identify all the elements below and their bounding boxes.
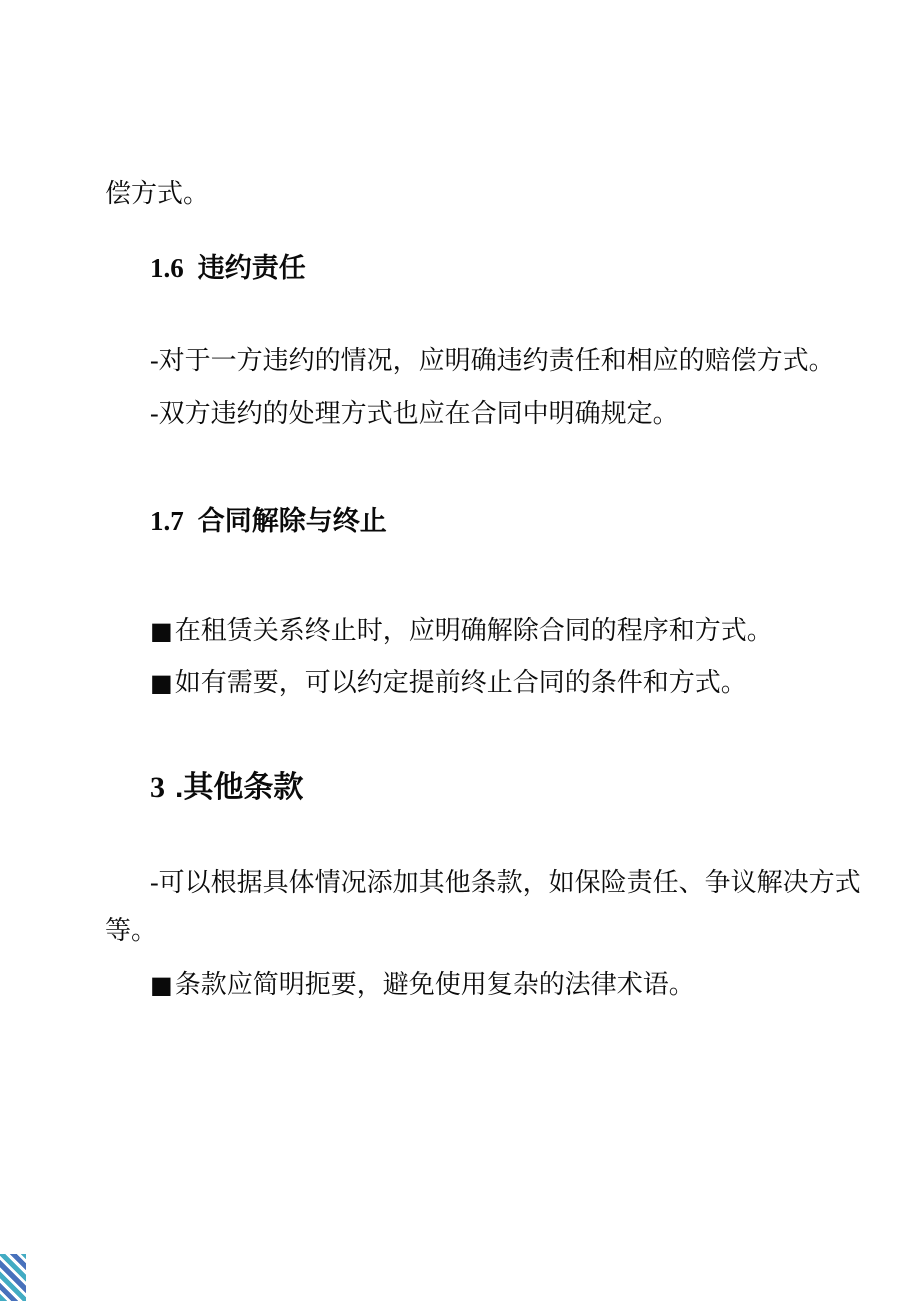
heading-number: 1.7 [150, 506, 184, 536]
list-item [150, 615, 773, 648]
list-item [150, 345, 835, 378]
heading-title: .其他条款 [175, 771, 304, 804]
heading-number: 3 [150, 771, 165, 804]
dash-bullet: - [150, 868, 159, 897]
section-heading-1-6 [150, 252, 306, 284]
list-item [150, 398, 679, 431]
dash-bullet: - [150, 346, 159, 375]
square-bullet-icon: ■ [150, 971, 173, 999]
heading-title: 合同解除与终止 [197, 506, 387, 536]
list-item [150, 667, 747, 700]
square-bullet-icon: ■ [150, 617, 173, 645]
list-item [150, 867, 861, 900]
list-item-text: 可以根据具体情况添加其他条款，如保险责任、争议解决方式 [158, 868, 861, 897]
list-item-text: 对于一方违约的情况，应明确违约责任和相应的赔偿方式。 [158, 346, 835, 375]
heading-number: 1.6 [150, 253, 184, 283]
heading-title: 违约责任 [197, 253, 306, 283]
list-item-text: 在租赁关系终止时，应明确解除合同的程序和方式。 [174, 616, 773, 645]
list-item-continuation: 等。 [105, 916, 158, 945]
continuation-text: 偿方式。 [105, 179, 210, 208]
section-heading-1-7 [150, 505, 387, 537]
section-heading-3 [150, 770, 303, 806]
list-item [150, 969, 695, 1002]
list-item-text: 条款应简明扼要，避免使用复杂的法律术语。 [174, 970, 695, 999]
corner-watermark [0, 1254, 26, 1301]
square-bullet-icon: ■ [150, 669, 173, 697]
list-item-text: 双方违约的处理方式也应在合同中明确规定。 [158, 399, 679, 428]
list-item-text: 如有需要，可以约定提前终止合同的条件和方式。 [174, 668, 747, 697]
dash-bullet: - [150, 399, 159, 428]
